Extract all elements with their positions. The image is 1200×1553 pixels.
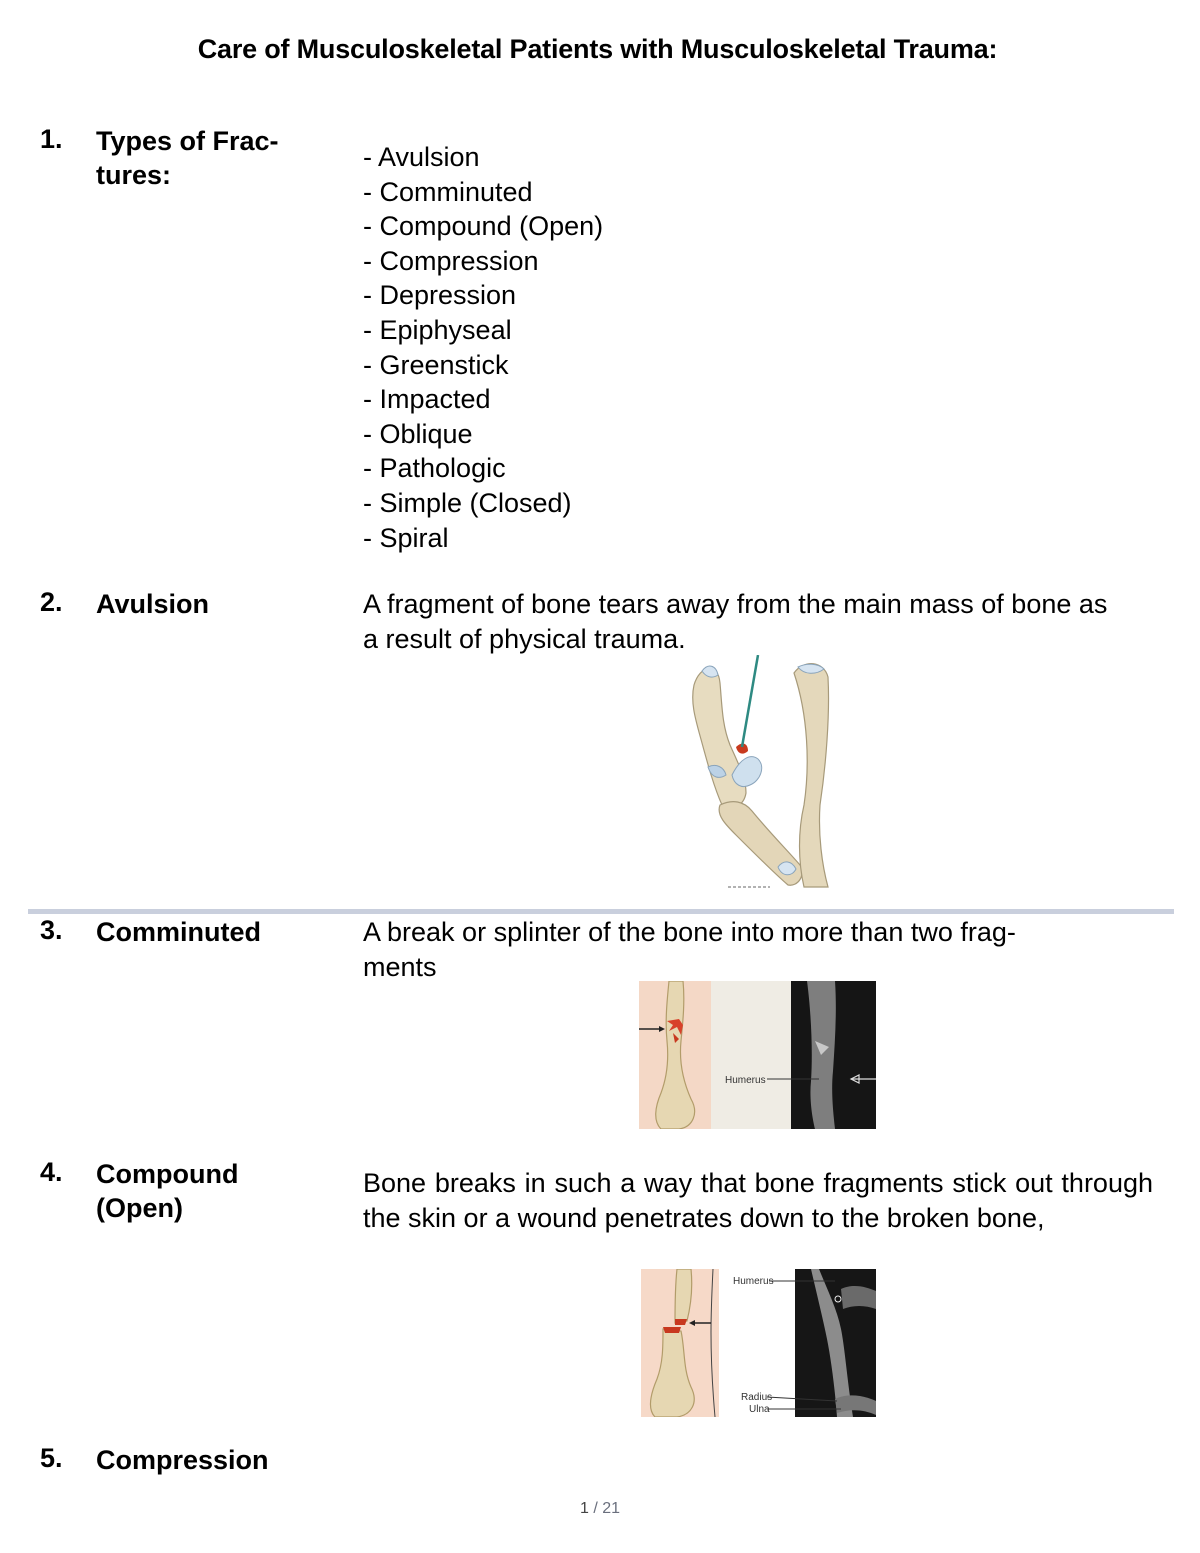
section-term: Compression <box>96 1445 269 1475</box>
figure-label-humerus: Humerus <box>733 1276 774 1287</box>
document-title: Care of Musculoskeletal Patients with Musculoskeletal Trauma: <box>197 34 998 64</box>
section-description: A fragment of bone tears away from the main mass of bone as a result of physical trauma. <box>363 589 1108 654</box>
fracture-types-list-container <box>363 140 603 555</box>
figure-label-humerus: Humerus <box>725 1075 766 1086</box>
page-separator: / <box>588 1500 603 1517</box>
page-indicator <box>0 1500 1200 1518</box>
total-pages: 21 <box>602 1500 621 1517</box>
list-item: - Impacted <box>363 384 491 415</box>
section-term: Avulsion <box>96 589 210 619</box>
figure-label-radius: Radius <box>741 1392 773 1403</box>
list-item: - Spiral <box>363 522 449 553</box>
list-item: - Oblique <box>363 418 473 449</box>
list-item: - Pathologic <box>363 453 506 484</box>
list-item: - Depression <box>363 280 517 311</box>
figure-label-ulna: Ulna <box>749 1404 770 1415</box>
section-number: 3. <box>40 915 63 945</box>
list-item: - Greenstick <box>363 349 509 380</box>
list-item: - Epiphyseal <box>363 314 512 345</box>
comminuted-fracture-figure <box>639 981 876 1129</box>
current-page: 1 <box>579 1500 589 1517</box>
section-description: A break or splinter of the bone into more than two frag- ments <box>363 917 1016 982</box>
section-number: 5. <box>40 1443 63 1473</box>
section-term: Comminuted <box>96 917 261 947</box>
list-item: - Simple (Closed) <box>363 487 572 518</box>
list-item: - Avulsion <box>363 142 480 172</box>
section-term: Compound (Open) <box>96 1159 239 1223</box>
list-item: - Compression <box>363 245 539 276</box>
list-item: - Comminuted <box>363 176 533 207</box>
section-number: 2. <box>40 587 63 617</box>
section-divider <box>28 909 1174 914</box>
section-term: Types of Frac- tures: <box>96 126 279 190</box>
section-description: Bone breaks in such a way that bone fragments stick out through the skin or a wound penetrates down to the broken bone, <box>363 1168 1153 1233</box>
section-number: 4. <box>40 1157 63 1187</box>
list-item: - Compound (Open) <box>363 211 604 242</box>
fracture-types-list <box>363 140 603 555</box>
compound-fracture-figure <box>641 1269 876 1417</box>
section-number: 1. <box>40 124 63 154</box>
avulsion-finger-illustration <box>686 655 832 891</box>
